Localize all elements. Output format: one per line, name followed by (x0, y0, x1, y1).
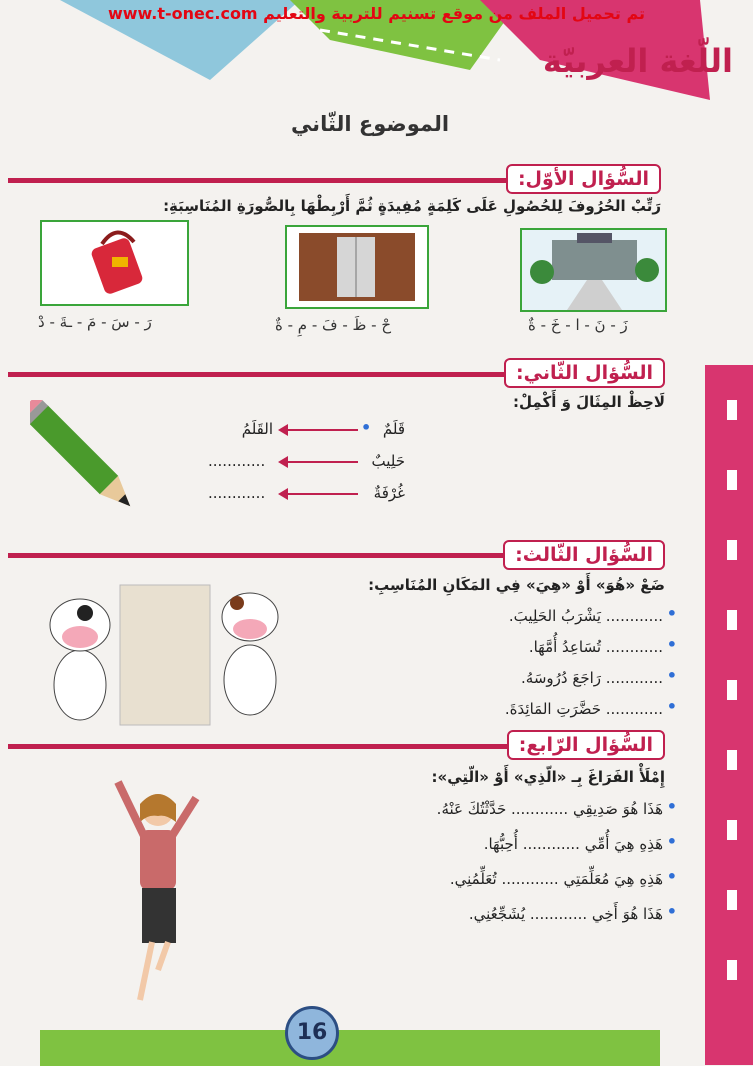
arrow-line (283, 429, 358, 431)
arrow-icon (278, 424, 288, 436)
q3-item: ............ حَضَّرَتِ المَائِدَةَ. (504, 700, 663, 718)
example-word: قَلَمٌ (382, 420, 405, 438)
site-watermark: تم تحميل الملف من موقع تسنيم للتربية والتعليم www.t-onec.com (107, 4, 646, 23)
q4-instruction: إِمْلَأْ الفَرَاغَ بِـ «الّذِي» أَوْ «الّتِي»: (431, 768, 665, 786)
stripe-dash (727, 470, 737, 490)
stripe-dash (727, 540, 737, 560)
school-picture (520, 228, 667, 312)
q3-item: ............ رَاجَعَ دُرُوسَهُ. (521, 669, 663, 687)
bullet-dot: • (666, 867, 677, 886)
q1-instruction: رَتِّبْ الحُرُوفَ لِلحُصُولِ عَلَى كَلِمَةٍ مُفِيدَةٍ ثُمَّ أَرْبِطْهَا بِالصُّورَةِ المُنَاسِبَةِ: (163, 197, 661, 215)
woman-image (100, 770, 220, 1005)
q3-item: ............ يَشْرَبُ الحَلِيبَ. (508, 607, 663, 625)
stripe-dash (727, 610, 737, 630)
bullet-dot: • (666, 697, 677, 716)
arrow-icon (278, 456, 288, 468)
answer-blank[interactable]: ............ (208, 452, 266, 470)
bullet-dot: • (666, 832, 677, 851)
letter-group-bag: رَ - سَ - مَ - ـةَ - دْ (38, 313, 152, 331)
school-building-image (522, 230, 665, 310)
q4-item: هَذِهِ هِيَ مُعَلِّمَتِي ............ تُعَلِّمُنِي. (449, 870, 663, 888)
q1-heading: السُّؤال الأوّل: (506, 164, 661, 194)
stripe-dash (727, 820, 737, 840)
arrow-icon (278, 488, 288, 500)
wardrobe-image (287, 227, 427, 307)
bag-picture (40, 220, 189, 306)
q4-item: هَذِهِ هِيَ أُمِّي ............ أُحِبُّهَا. (483, 835, 663, 853)
stripe-dash (727, 750, 737, 770)
answer-blank[interactable]: ............ (208, 484, 266, 502)
stripe-dash (727, 960, 737, 980)
q3-heading: السُّؤال الثّالث: (503, 540, 665, 570)
bullet-dot: • (666, 635, 677, 654)
subject-title: اللّغة العربيّة (542, 42, 733, 80)
word-milk: حَلِيبٌ (371, 452, 405, 470)
q2-heading: السُّؤال الثّاني: (504, 358, 665, 388)
q3-instruction: ضَعْ «هُوَ» أَوْ «هِيَ» فِي المَكَانِ المُنَاسِبِ: (368, 576, 665, 594)
bullet-dot: • (361, 418, 372, 437)
q4-item: هَذَا هُوَ أَخِي ............ يُشَجِّعُنِي. (468, 905, 663, 923)
wardrobe-picture (285, 225, 429, 309)
page-number: 16 (285, 1006, 339, 1060)
pencil-image (30, 400, 140, 522)
bullet-dot: • (666, 902, 677, 921)
arrow-line (283, 493, 358, 495)
q4-item: هَذَا هُوَ صَدِيقِي ............ حَدَّثْتُكَ عَنْهُ. (436, 800, 663, 818)
bullet-dot: • (666, 604, 677, 623)
topic-title: الموضوع الثّاني (290, 112, 450, 136)
q2-instruction: لَاحِظْ المِثَالَ وَ أَكْمِلْ: (513, 393, 665, 411)
school-bag-image (42, 222, 187, 304)
word-room: غُرْفَةٌ (373, 484, 405, 502)
bullet-dot: • (666, 666, 677, 685)
letter-group-school: زَ - نَ - ا - خَ - ةٌ (528, 316, 628, 334)
stripe-dash (727, 890, 737, 910)
letter-group-wardrobe: حْ - ظَ - فَ - مِ - ةٌ (275, 316, 392, 334)
q3-item: ............ تُسَاعِدُ أُمَّهَا. (528, 638, 663, 656)
stripe-dash (727, 400, 737, 420)
bullet-dot: • (666, 797, 677, 816)
q4-heading: السُّؤال الرّابع: (507, 730, 665, 760)
cows-and-milk-image (25, 575, 305, 735)
footer-bar (40, 1030, 660, 1066)
example-answer: القَلَمُ (241, 420, 273, 438)
arrow-line (283, 461, 358, 463)
stripe-dash (727, 680, 737, 700)
